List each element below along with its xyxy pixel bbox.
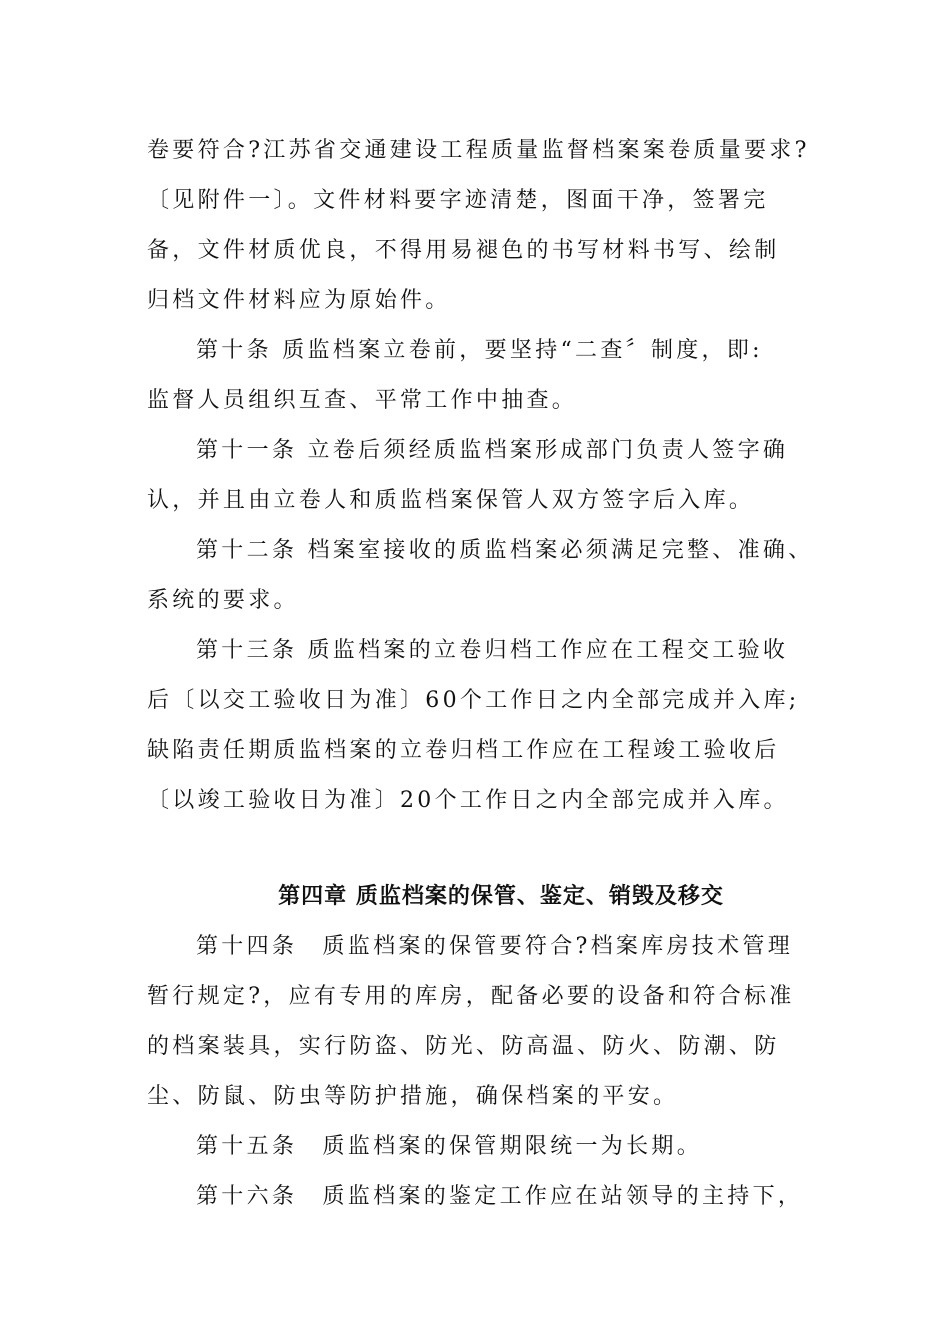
article-11-line: 第十一条 立卷后须经质监档案形成部门负责人签字确 xyxy=(196,438,789,463)
text-line: 暂行规定?，应有专用的库房，配备必要的设备和符合标准 xyxy=(147,984,795,1009)
article-15-line: 第十五条 质监档案的保管期限统一为长期。 xyxy=(196,1134,703,1159)
text-line: 归档文件材料应为原始件。 xyxy=(147,288,451,313)
text-line: 认，并且由立卷人和质监档案保管人双方签字后入库。 xyxy=(147,488,755,513)
text-line: 尘、防鼠、防虫等防护措施，确保档案的平安。 xyxy=(147,1084,679,1109)
text-line: 卷要符合?江苏省交通建设工程质量监督档案案卷质量要求? xyxy=(147,138,810,163)
text-line: 后〔以交工验收日为准〕60个工作日之内全部完成并入库; xyxy=(147,688,800,713)
article-13-line: 第十三条 质监档案的立卷归档工作应在工程交工验收 xyxy=(196,638,789,663)
article-10-line: 第十条 质监档案立卷前，要坚持“二查〞制度，即: xyxy=(196,338,763,363)
text-line: 缺陷责任期质监档案的立卷归档工作应在工程竣工验收后 xyxy=(147,738,780,763)
text-line: 备，文件材质优良，不得用易褪色的书写材料书写、绘制 xyxy=(147,238,780,263)
article-14-line: 第十四条 质监档案的保管要符合?档案库房技术管理 xyxy=(196,934,793,959)
text-line: 系统的要求。 xyxy=(147,588,299,613)
article-12-line: 第十二条 档案室接收的质监档案必须满足完整、准确、 xyxy=(196,538,814,563)
chapter-4-heading: 第四章 质监档案的保管、鉴定、销毁及移交 xyxy=(278,884,724,909)
text-line: 〔见附件一〕。文件材料要字迹清楚，图面干净，签署完 xyxy=(147,188,769,213)
text-line: 的档案装具，实行防盗、防光、防高温、防火、防潮、防 xyxy=(147,1034,780,1059)
article-16-line: 第十六条 质监档案的鉴定工作应在站领导的主持下， xyxy=(196,1184,804,1209)
text-line: 〔以竣工验收日为准〕20个工作日之内全部完成并入库。 xyxy=(147,788,789,813)
text-line: 监督人员组织互查、平常工作中抽查。 xyxy=(147,388,578,413)
